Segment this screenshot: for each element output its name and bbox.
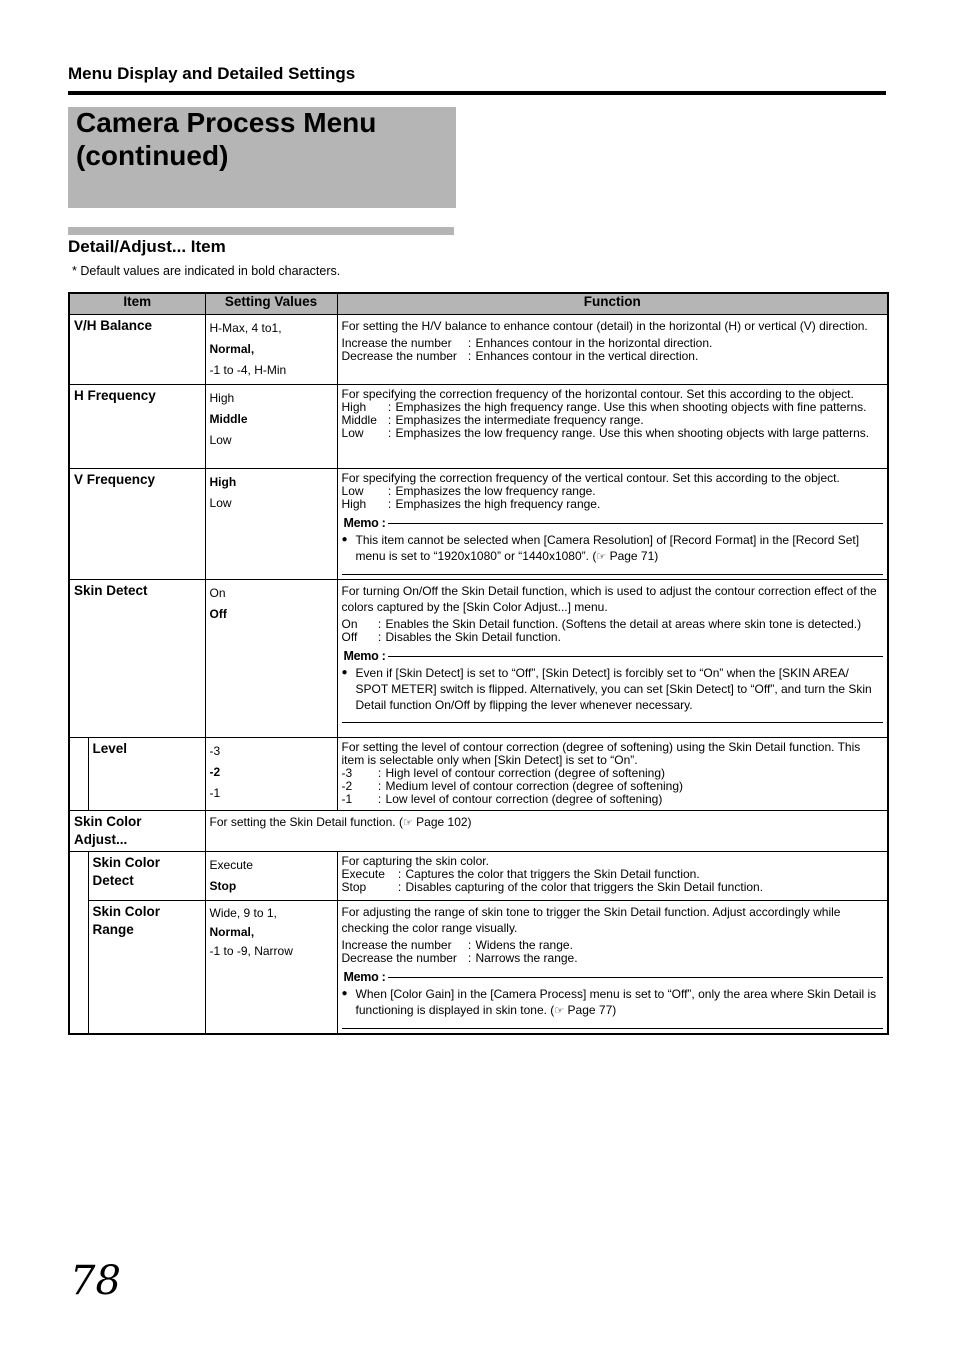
bullet-icon: ● bbox=[341, 534, 348, 545]
setting-values bbox=[205, 901, 337, 1035]
memo-box: Memo : ● This item cannot be selected when [Camera Resolution] of [Record Format] in the [Record Set] menu is set to “1920x1080” or “1440x1080”. (☞ Page 71) bbox=[342, 517, 884, 575]
setting-value: On bbox=[209, 586, 226, 600]
memo-box: Memo : ● When [Color Gain] in the [Camera Process] menu is set to “Off”, only the area where Skin Detail is functioning is displayed in skin tone. (☞ Page 77) bbox=[342, 971, 884, 1029]
function-row: -2 : Medium level of contour correction (degree of softening) bbox=[341, 779, 684, 793]
default-note: * Default values are indicated in bold characters. bbox=[72, 264, 341, 278]
indent-gutter bbox=[69, 901, 88, 1035]
item-skin-color-detect: Skin Color Detect bbox=[88, 852, 205, 901]
function-row: On : Enables the Skin Detail function. (Softens the detail at areas where skin tone is detected.) bbox=[341, 617, 862, 631]
setting-value: H-Max, 4 to1, bbox=[209, 321, 282, 335]
setting-value-default: Off bbox=[209, 607, 227, 621]
function-description: For setting the Skin Detail function. bbox=[209, 815, 396, 829]
function-cell bbox=[337, 385, 888, 469]
function-row: High : Emphasizes the high frequency range. Use this when shooting objects with fine patterns. bbox=[341, 400, 867, 414]
function-cell bbox=[337, 469, 888, 580]
setting-value: -1 bbox=[209, 786, 221, 800]
bullet-icon: ● bbox=[341, 667, 348, 678]
subsection-bar bbox=[68, 227, 454, 235]
function-row: Increase the number : Enhances contour in the horizontal direction. bbox=[341, 336, 713, 350]
function-row: Low : Emphasizes the low frequency range. Use this when shooting objects with large patterns. bbox=[341, 426, 870, 440]
indent-gutter bbox=[69, 852, 88, 901]
page-reference: Page 71) bbox=[609, 549, 659, 563]
memo-text: Even if [Skin Detect] is set to “Off”, [Skin Detect] is forcibly set to “On” when the [SKIN AREA/ SPOT METER] switch is flipped. Alternatively, you can set [Skin Detect] to “Off”, and turn the Skin Detail function On/Off by flipping the lever whenever necessary. bbox=[355, 666, 872, 712]
setting-value-default: Middle bbox=[209, 412, 248, 426]
table-row bbox=[69, 738, 888, 811]
function-description: For turning On/Off the Skin Detail function, which is used to adjust the contour correction effect of the colors captured by the [Skin Color Adjust...] menu. bbox=[341, 584, 877, 614]
setting-value: -3 bbox=[209, 744, 221, 758]
header-function: Function bbox=[337, 293, 888, 315]
table-row bbox=[69, 852, 888, 901]
setting-value: High bbox=[209, 391, 235, 405]
setting-value-default: High bbox=[209, 475, 237, 489]
settings-table bbox=[68, 292, 889, 1035]
setting-values bbox=[205, 385, 337, 469]
function-row: Decrease the number : Enhances contour in the vertical direction. bbox=[341, 349, 699, 363]
function-cell bbox=[337, 901, 888, 1035]
page-reference-icon: ☞ bbox=[596, 551, 607, 563]
function-cell bbox=[337, 738, 888, 811]
page-reference: Page 102) bbox=[416, 815, 472, 829]
function-description: For adjusting the range of skin tone to trigger the Skin Detail function. Adjust accordingly while checking the color range visually. bbox=[341, 905, 841, 935]
function-row: Off : Disables the Skin Detail function. bbox=[341, 630, 561, 644]
function-row: Middle : Emphasizes the intermediate frequency range. bbox=[341, 413, 644, 427]
function-description: For specifying the correction frequency of the vertical contour. Set this according to the object. bbox=[341, 471, 840, 485]
bullet-icon: ● bbox=[341, 988, 348, 999]
page-reference: Page 77) bbox=[567, 1003, 617, 1017]
function-row: Low : Emphasizes the low frequency range. bbox=[341, 484, 596, 498]
memo-box bbox=[342, 650, 884, 723]
item-skin-detect: Skin Detect bbox=[69, 580, 205, 738]
table-row bbox=[69, 580, 888, 738]
setting-values bbox=[205, 580, 337, 738]
setting-values bbox=[205, 315, 337, 385]
function-row: Decrease the number : Narrows the range. bbox=[341, 951, 578, 965]
setting-value: Low bbox=[209, 433, 232, 447]
function-row: -3 : High level of contour correction (degree of softening) bbox=[341, 766, 666, 780]
memo-text: When [Color Gain] in the [Camera Process] menu is set to “Off”, only the area where Skin Detail is functioning is displayed in skin tone. bbox=[355, 987, 877, 1017]
page-reference-icon: ☞ bbox=[554, 1005, 565, 1017]
setting-value: Wide, 9 to 1, bbox=[209, 906, 277, 920]
function-cell bbox=[337, 580, 888, 738]
setting-value-default: -2 bbox=[209, 765, 221, 779]
page-title bbox=[76, 106, 376, 172]
page-number: 78 bbox=[70, 1258, 121, 1304]
memo-text: This item cannot be selected when [Camera Resolution] of [Record Format] in the [Record Set] menu is set to “1920x1080” or “1440x1080”. bbox=[355, 533, 860, 563]
table-row bbox=[69, 469, 888, 580]
page-title-line2: (continued) bbox=[76, 140, 229, 171]
function-description: For setting the level of contour correction (degree of softening) using the Skin Detail function. This item is selectable only when [Skin Detect] is set to “On”. bbox=[341, 740, 861, 767]
setting-value: -1 to -4, H-Min bbox=[209, 363, 287, 377]
item-v-frequency: V Frequency bbox=[69, 469, 205, 580]
indent-gutter bbox=[69, 738, 88, 811]
item-level: Level bbox=[88, 738, 205, 811]
function-cell bbox=[337, 852, 888, 901]
item-h-frequency: H Frequency bbox=[69, 385, 205, 469]
page-title-line1: Camera Process Menu bbox=[76, 107, 377, 138]
header-rule bbox=[68, 91, 886, 95]
function-row: Execute : Captures the color that triggers the Skin Detail function. bbox=[341, 867, 700, 881]
table-row bbox=[69, 385, 888, 469]
table-header-row bbox=[69, 293, 888, 315]
setting-values bbox=[205, 738, 337, 811]
setting-value-default: Normal, bbox=[209, 925, 255, 939]
item-skin-color-adjust: Skin Color Adjust... bbox=[69, 811, 205, 852]
function-row: Increase the number : Widens the range. bbox=[341, 938, 573, 952]
header-setting-values: Setting Values bbox=[205, 293, 337, 315]
memo-label: Memo : bbox=[343, 516, 386, 530]
section-header: Menu Display and Detailed Settings bbox=[68, 64, 356, 83]
function-cell: For setting the Skin Detail function. (☞ Page 102) bbox=[205, 811, 888, 852]
table-row bbox=[69, 811, 888, 852]
subsection-title: Detail/Adjust... Item bbox=[68, 237, 226, 256]
setting-value: -1 to -9, Narrow bbox=[209, 944, 293, 958]
setting-values bbox=[205, 469, 337, 580]
memo-label: Memo : bbox=[343, 970, 386, 984]
setting-values bbox=[205, 852, 337, 901]
header-item: Item bbox=[69, 293, 205, 315]
memo-label: Memo : bbox=[343, 649, 386, 663]
table-row bbox=[69, 315, 888, 385]
function-row: Stop : Disables capturing of the color that triggers the Skin Detail function. bbox=[341, 880, 764, 894]
setting-value: Low bbox=[209, 496, 232, 510]
function-description: For capturing the skin color. bbox=[341, 854, 489, 868]
setting-value: Execute bbox=[209, 858, 253, 872]
function-row: -1 : Low level of contour correction (degree of softening) bbox=[341, 792, 663, 806]
item-skin-color-range: Skin Color Range bbox=[88, 901, 205, 1035]
table-row bbox=[69, 901, 888, 1035]
setting-value-default: Stop bbox=[209, 879, 237, 893]
function-description: For specifying the correction frequency of the horizontal contour. Set this according to the object. bbox=[341, 387, 854, 401]
function-row: High : Emphasizes the high frequency range. bbox=[341, 497, 601, 511]
function-description: For setting the H/V balance to enhance contour (detail) in the horizontal (H) or vertical (V) direction. bbox=[341, 319, 868, 333]
setting-value-default: Normal, bbox=[209, 342, 255, 356]
item-vh-balance: V/H Balance bbox=[69, 315, 205, 385]
page-reference-icon: ☞ bbox=[402, 817, 413, 829]
function-cell bbox=[337, 315, 888, 385]
